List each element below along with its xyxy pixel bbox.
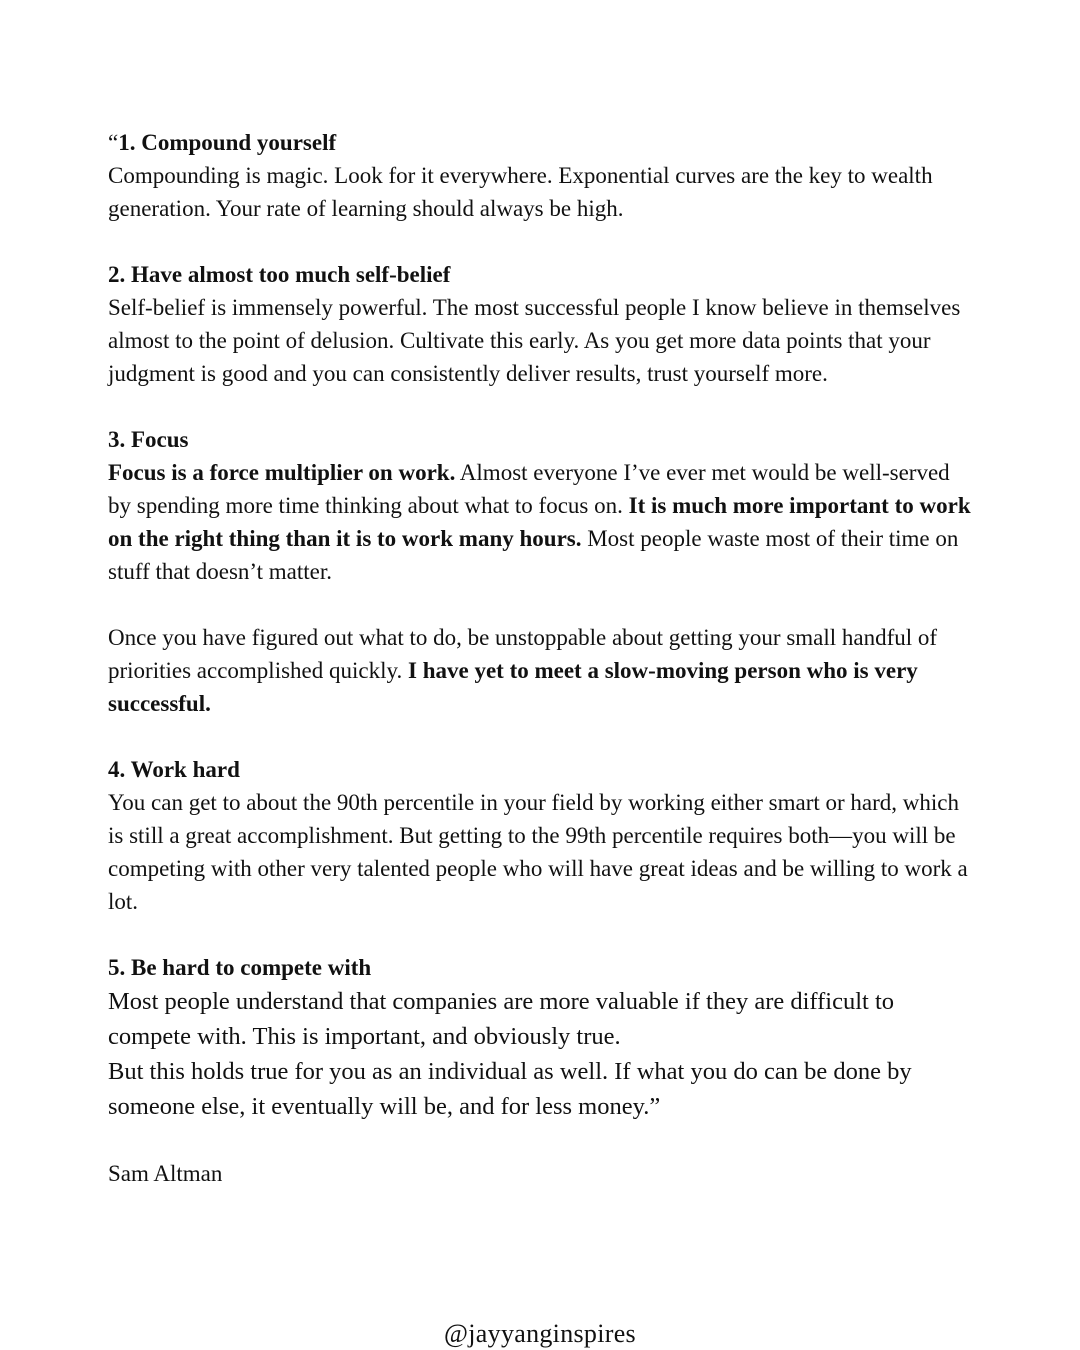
section-focus bbox=[108, 423, 978, 588]
section-paragraph bbox=[108, 456, 978, 588]
paragraph-text: Compounding is magic. Look for it everywhere. Exponential curves are the key to wealth generation. Your rate of learning should always be high. bbox=[108, 163, 933, 221]
emphasis-text: It is much more important to work on the right thing than it is to work many hours. bbox=[108, 493, 971, 551]
section-focus-continued bbox=[108, 621, 978, 720]
section-heading bbox=[108, 126, 978, 159]
open-quote-mark: “ bbox=[108, 130, 119, 155]
section-heading: 2. Have almost too much self-belief bbox=[108, 262, 451, 287]
section-self-belief bbox=[108, 258, 978, 390]
section-paragraph bbox=[108, 621, 978, 720]
footer-handle: @jayyanginspires bbox=[444, 1319, 636, 1348]
paragraph-text: But this holds true for you as an individual as well. If what you do can be done by someone else, it eventually will be, and for less money. bbox=[108, 1058, 912, 1120]
heading-text: 1. Compound yourself bbox=[118, 130, 337, 155]
section-paragraph bbox=[108, 159, 978, 225]
section-paragraph bbox=[108, 984, 978, 1054]
section-heading: 3. Focus bbox=[108, 427, 189, 452]
section-paragraph bbox=[108, 291, 978, 390]
paragraph-text: You can get to about the 90th percentile in your field by working either smart or hard, which is still a great accomplishment. But getting to the 99th percentile requires both—you will be competing with other very talented people who will have great ideas and be willing to work a lot. bbox=[108, 790, 968, 914]
section-heading: 5. Be hard to compete with bbox=[108, 955, 372, 980]
section-paragraph bbox=[108, 1054, 978, 1124]
emphasis-text: I have yet to meet a slow-moving person who is very successful. bbox=[108, 658, 918, 716]
section-compound-yourself bbox=[108, 126, 978, 225]
paragraph-text: Almost everyone I’ve ever met would be well-served by spending more time thinking about what to focus on. bbox=[108, 460, 950, 518]
section-paragraph bbox=[108, 786, 978, 918]
quote-author: Sam Altman bbox=[108, 1161, 223, 1186]
paragraph-text: Most people waste most of their time on stuff that doesn’t matter. bbox=[108, 526, 959, 584]
paragraph-text: Self-belief is immensely powerful. The most successful people I know believe in themselves almost to the point of delusion. Cultivate this early. As you get more data points that your judgment is good and you can consistently deliver results, trust yourself more. bbox=[108, 295, 961, 386]
close-quote-mark: ” bbox=[649, 1093, 661, 1120]
section-hard-to-compete-with bbox=[108, 951, 978, 1124]
quote-body bbox=[108, 126, 978, 1190]
section-heading: 4. Work hard bbox=[108, 757, 240, 782]
paragraph-text: Most people understand that companies are more valuable if they are difficult to compete with. This is important, and obviously true. bbox=[108, 988, 895, 1050]
emphasis-text: Focus is a force multiplier on work. bbox=[108, 460, 456, 485]
paragraph-text: Once you have figured out what to do, be unstoppable about getting your small handful of priorities accomplished quickly. bbox=[108, 625, 938, 683]
section-work-hard bbox=[108, 753, 978, 918]
